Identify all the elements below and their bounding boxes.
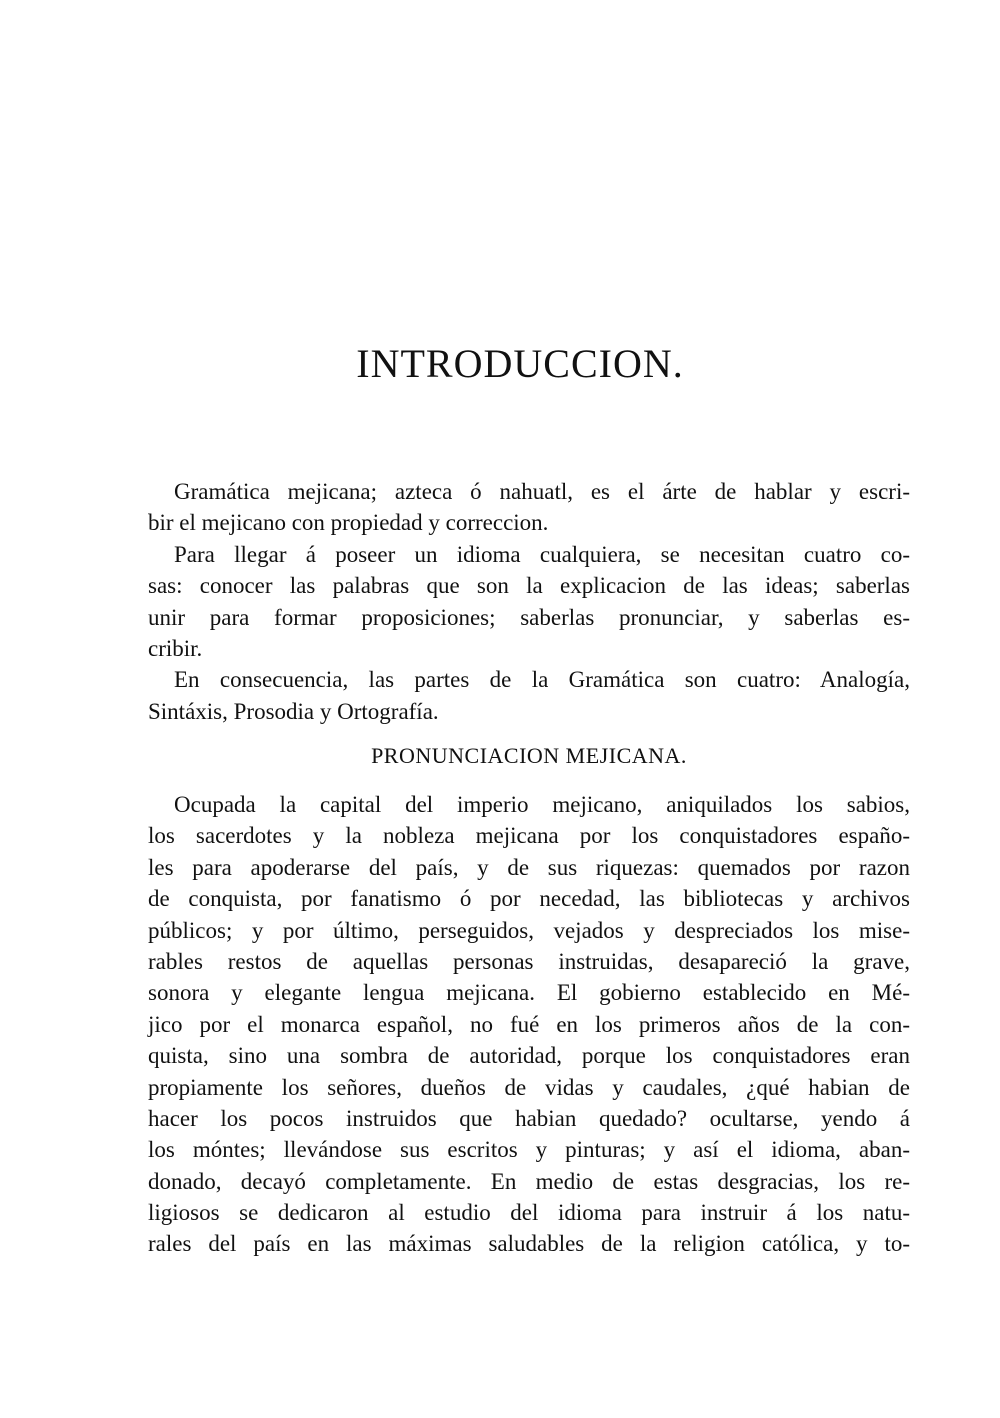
text-line: Gramática mejicana; azteca ó nahuatl, es el árte de hablar y escri- (174, 479, 910, 504)
text-line: sonora y elegante lengua mejicana. El gobierno establecido en Mé- (148, 980, 910, 1006)
text-line: rables restos de aquellas personas instruidas, desapareció la grave, (148, 948, 910, 974)
text-line: Ocupada la capital del imperio mejicano, aniquilados los sabios, (174, 792, 910, 817)
introduction-text (148, 476, 910, 727)
section-heading: PRONUNCIACION MEJICANA. (371, 743, 687, 768)
body-paragraph (148, 789, 910, 1260)
text-line: Para llegar á poseer un idioma cualquiera, se necesitan cuatro co- (174, 541, 910, 567)
text-line: rales del país en las máximas saludables de la religion católica, y to- (148, 1231, 910, 1257)
text-line: donado, decayó completamente. En medio de estas desgracias, los re- (148, 1168, 910, 1194)
text-line: ligiosos se dedicaron al estudio del idioma para instruir á los natu- (148, 1200, 910, 1226)
text-line: les para apoderarse del país, y de sus riquezas: quemados por razon (148, 854, 910, 880)
text-line: Sintáxis, Prosodia y Ortografía. (148, 698, 439, 724)
text-line: quista, sino una sombra de autoridad, porque los conquistadores eran (148, 1043, 910, 1069)
text-line: de conquista, por fanatismo ó por necedad, las bibliotecas y archivos (148, 886, 910, 912)
text-line: bir el mejicano con propiedad y correccion. (148, 510, 549, 536)
text-line: cribir. (148, 635, 203, 661)
text-line: los sacerdotes y la nobleza mejicana por los conquistadores españo- (148, 823, 910, 849)
text-line: sas: conocer las palabras que son la explicacion de las ideas; saberlas (148, 573, 910, 599)
text-line: los móntes; llevándose sus escritos y pinturas; y así el idioma, aban- (148, 1137, 910, 1163)
text-line: jico por el monarca español, no fué en los primeros años de la con- (148, 1011, 910, 1037)
text-line: unir para formar proposiciones; saberlas pronunciar, y saberlas es- (148, 604, 910, 630)
text-line: hacer los pocos instruidos que habian quedado? ocultarse, yendo á (148, 1105, 910, 1131)
text-line: En consecuencia, las partes de la Gramática son cuatro: Analogía, (174, 667, 910, 693)
text-line: propiamente los señores, dueños de vidas y caudales, ¿qué habian de (148, 1074, 910, 1100)
text-line: públicos; y por último, perseguidos, vejados y despreciados los mise- (148, 917, 910, 943)
page-title: INTRODUCCION. (356, 341, 684, 386)
